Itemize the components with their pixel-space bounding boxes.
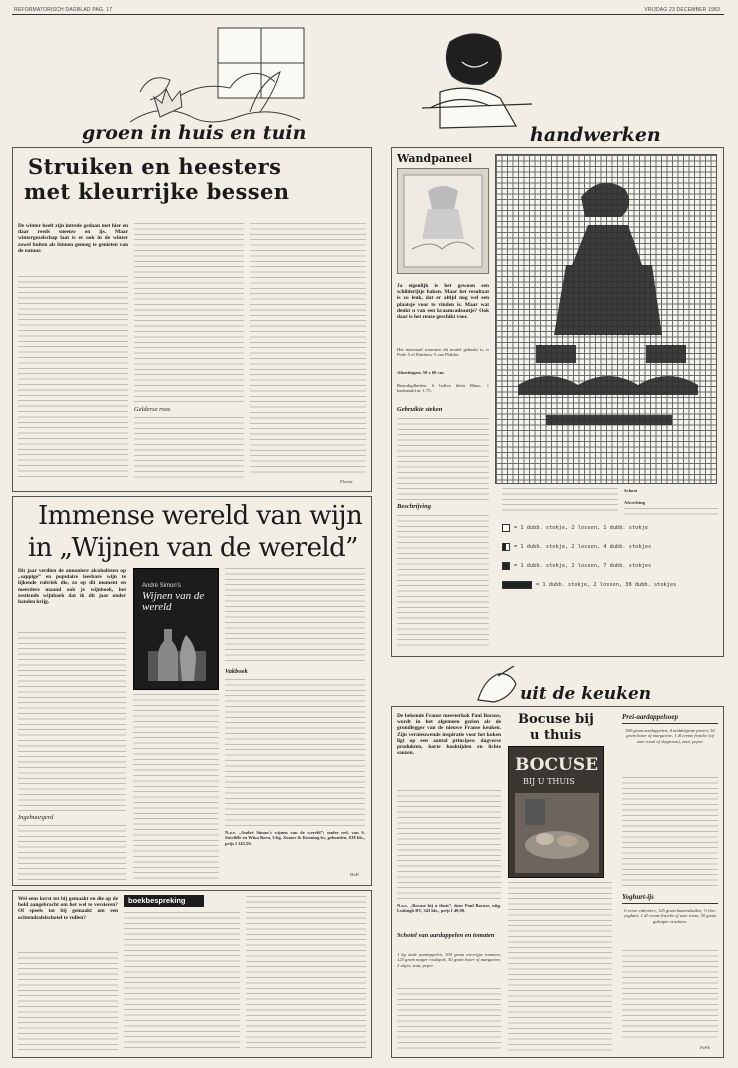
prei-title: Prei-aardappelsoep (622, 713, 678, 721)
wine-col-3-body (225, 568, 365, 664)
legend-text-2: = 1 dubb. stokje, 2 lossen, 4 dubb. stokjes (514, 543, 652, 550)
wine-col-1-body (18, 632, 126, 812)
yoghurt-rule (622, 903, 718, 904)
wandpaneel-afmetingen: Afmetingen: 50 x 60 cm. (397, 370, 445, 375)
shrubs-title-1: Struiken en heesters (28, 154, 282, 179)
books-question: Wel eens kerst tot bij gemaakt en die op de bold aangebracht om het wel te versieren? Of speels tot bij gemaakt om een ochtendtafelschotel te vullen? (18, 896, 118, 921)
wine-title-2: in „Wijnen van de wereld” (28, 533, 358, 563)
bocuse-book-cover (508, 746, 604, 878)
bocuse-col-1-body (397, 790, 501, 900)
panel-photo-image (398, 169, 488, 273)
shrubs-title-2: met kleurrijke bessen (24, 179, 290, 204)
crochet-chart (495, 154, 717, 484)
bocuse-title-1: Bocuse bij (518, 712, 594, 727)
prei-ingredients: 500 gram aardappelen, 4 middelgrote preien, 30 gram boter of margarine, 1 dl creme fraiche (of zure room of slagroom), zout, peper. (625, 728, 715, 744)
crochet-chart-figure (496, 155, 718, 485)
wine-lead: Dit jaar verdien de annoniere alcoholisten op „sappige” en populaire leesbare wijn te lijkende rubriek die, zo op dit moment en meerdere maand ook je wijnboek, het zestiende wijnboek dat ik dit jaar onder handen krijg. (18, 568, 126, 606)
bocuse-col-1-body-b (397, 988, 501, 1052)
legend-row-2 (502, 537, 720, 556)
books-col-3-body (246, 896, 366, 1052)
wine-bottle-image (144, 621, 210, 683)
yoghurt-ingredients: 6 verse eidooiers, 125 gram basterdsuiker, ½ liter yoghurt, 1 dl creme fraiche of zure room, 50 gram geknipte vruchten. (624, 908, 716, 924)
knitting-illustration (410, 22, 540, 132)
legend-bar-icon (502, 581, 532, 589)
legend-half-square-icon (502, 543, 510, 551)
legend-filled-square-icon (502, 562, 510, 570)
masthead-right: VRIJDAG 23 DECEMBER 1983 (644, 7, 720, 13)
bocuse-cover-title: BOCUSE (515, 755, 599, 775)
shrubs-col-3-body (250, 223, 366, 473)
wandpaneel-note-label: Schoot (624, 488, 638, 493)
bocuse-author: FvFk (700, 1045, 710, 1050)
shrubs-author: Florist (340, 479, 353, 484)
wine-title-1: Immense wereld van wijn (38, 501, 363, 531)
shrubs-col-1-body (18, 276, 128, 478)
bocuse-cover-image (515, 793, 599, 873)
books-col-1-body (18, 952, 118, 1052)
book-title: Wijnen van de wereld (142, 590, 205, 613)
shrubs-col-2-body (134, 223, 244, 403)
section-garden: groen in huis en tuin (82, 122, 307, 144)
bocuse-order-info: N.a.v. „Bocuse bij u thuis”, door Paul Bocuse, uitg. Luitingh BV, 343 blz., prijs f 49,90. (397, 903, 501, 914)
wandpaneel-materials: Het materiaal waarmee dit model gehaakt is, is Perle 5 of Rainbow 5 van Phildar. (397, 347, 489, 358)
shrubs-col-2-body-b (134, 417, 244, 479)
yoghurt-title: Yoghurt-ijs (622, 893, 654, 901)
crochet-legend (502, 518, 720, 594)
section-craft: handwerken (530, 124, 661, 146)
yoghurt-body (622, 950, 718, 1042)
wandpaneel-beschrijving-body (397, 515, 489, 650)
bocuse-col-2-body (508, 882, 612, 1052)
bocuse-intro: De bekende Franse meesterkok Paul Bocuse, wordt in het algemeen gezien als de grondlegger van de nieuwe Franse keuken. Zijn vernieuwende inspiratie voor het koken ligt op een aantal principes: dagverse produkten, korte kooktijden en lichte sauzen. (397, 713, 501, 757)
legend-row-1 (502, 518, 720, 537)
wandpaneel-afwerking: Afwerking (624, 500, 645, 505)
schotel-title: Schotel van aardappelen en tomaten (397, 932, 495, 939)
legend-row-4 (502, 575, 720, 594)
masthead-left: REFORMATORISCH DAGBLAD PAG. 17 (14, 7, 113, 13)
bocuse-cover-sub: BIJ U THUIS (523, 777, 575, 786)
wandpaneel-instructions-a (502, 488, 618, 514)
shrubs-subhead: Gelderse roos (134, 406, 171, 413)
section-kitchen: uit de keuken (520, 684, 652, 704)
wine-author: HvH (350, 872, 359, 877)
wandpaneel-beschrijving: Beschrijving (397, 503, 431, 510)
wandpaneel-lead: Ja eigenlijk is het gewoon een schilderijtje haken. Maar het resultaat is zo leuk, dat er altijd nog wel een plaatsje voor te vinden is. Maar wat denkt u van een kraamcadeautje? Ook daar is het reuze geschikt voor. (397, 283, 489, 321)
wine-col-1-body-b (18, 825, 126, 880)
legend-open-square-icon (502, 524, 510, 532)
wine-col-2-body (133, 694, 219, 880)
books-badge: boekbespreking (124, 895, 204, 907)
schotel-ingredients: 1 kg oude aardappelen, 500 gram overrijpe tomaten, 125 gram mager rookspek, 50 gram boter of margarine, 3 uitjes, zout, peper. (397, 952, 501, 968)
prei-rule (622, 723, 718, 724)
shrubs-lead: De winter heeft zijn intrede gedaan met hier en daar reeds sneeuw en ijs. Maar wintergezelschap laat is er ook in de winter zowel buiten als binnen genoeg te genieten van de natuur. (18, 223, 128, 254)
legend-text-4: = 1 dubb. stokje, 2 lossen, 30 dubb. stokjes (536, 581, 677, 588)
books-col-2-body (124, 912, 240, 1052)
wandpaneel-afwerking-body (624, 508, 718, 518)
wandpaneel-photo (397, 168, 489, 274)
wine-col-3-body-b (225, 679, 365, 827)
legend-text-3: = 1 dubb. stokje, 2 lossen, 7 dubb. stokjes (514, 562, 652, 569)
wandpaneel-steken-body (397, 418, 489, 500)
wandpaneel-gebruikte-steken: Gebruikte steken (397, 406, 443, 413)
wandpaneel-benodigdheden: Benodigdheden: 6 bollen klein Blanc, 1 haaknaald nr. 1,75. (397, 383, 489, 394)
wine-subhead-1: Ingebuurgerd (18, 814, 54, 821)
legend-text-1: = 1 dubb. stokje, 2 lossen, 1 dubb. stokje (514, 524, 648, 531)
masthead-rule (12, 14, 724, 15)
wine-book-cover (133, 568, 219, 690)
prei-body (622, 777, 718, 889)
bocuse-title-2: u thuis (530, 728, 582, 743)
book-author: André Simon's (142, 583, 181, 589)
wandpaneel-title: Wandpaneel (397, 152, 473, 165)
legend-row-3 (502, 556, 720, 575)
wine-subhead-2: Vakboek (225, 668, 248, 675)
wine-order-info: N.a.v. „André Simon's wijnen van de wereld”; onder red. van S. Sutcliffe en Wina Born, Uitg. Zomer & Keuning bv, gebonden, 638 blz., prijs f 142,50. (225, 830, 365, 846)
